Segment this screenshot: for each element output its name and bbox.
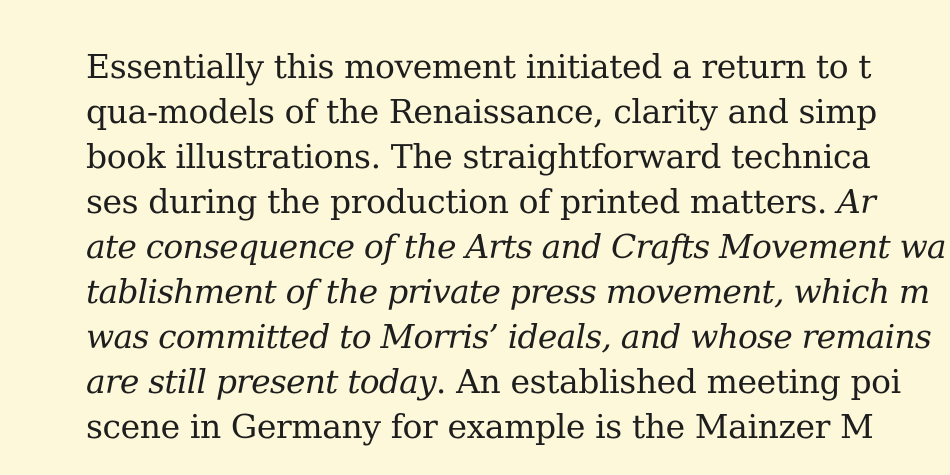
text-segment: qua-models of the Renaissance, clarity and simp [86, 92, 877, 131]
text-line [86, 224, 950, 269]
text-segment: scene in Germany for example is the Mainzer M [86, 407, 874, 446]
italic-text-segment: are still present today [86, 362, 436, 401]
italic-text-segment: ate consequence of the Arts and Crafts Movement wa [86, 227, 946, 266]
italic-text-segment: Ar [837, 182, 876, 221]
text-line [86, 404, 950, 449]
text-segment: Essentially this movement initiated a return to t [86, 47, 872, 86]
italic-text-segment: tablishment of the private press movement, which m [86, 272, 930, 311]
text-line [86, 89, 950, 134]
text-line [86, 179, 950, 224]
body-text [86, 44, 950, 449]
text-segment: book illustrations. The straightforward technica [86, 137, 871, 176]
text-segment: . An established meeting poi [435, 362, 901, 401]
text-line [86, 44, 950, 89]
text-line [86, 314, 950, 359]
text-line [86, 269, 950, 314]
text-segment: ses during the production of printed matters. [86, 182, 838, 221]
text-line [86, 134, 950, 179]
text-line [86, 359, 950, 404]
italic-text-segment: was committed to Morris’ ideals, and whose remains [86, 317, 932, 356]
